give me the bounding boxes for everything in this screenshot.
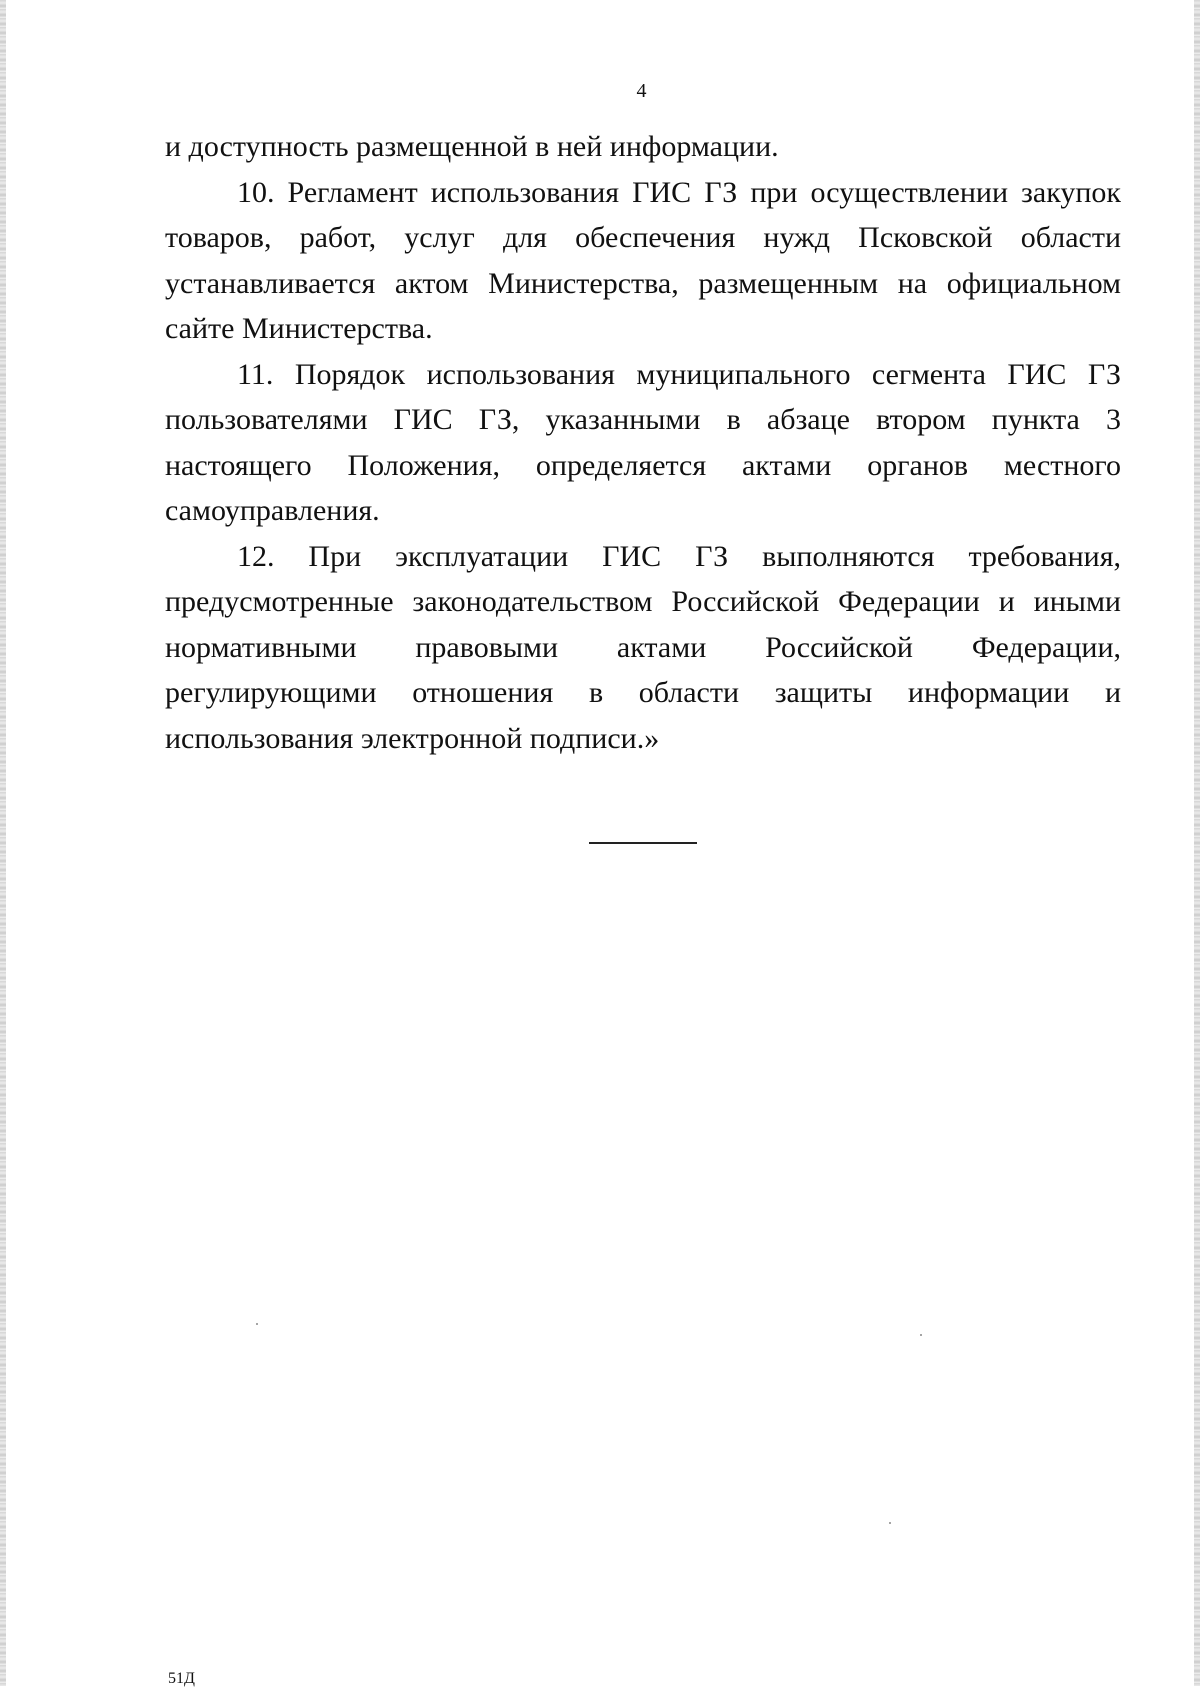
page-number: 4 — [636, 80, 647, 102]
scan-edge-left — [0, 0, 6, 1686]
scan-speck — [889, 1522, 891, 1524]
paragraph-item-11: 11. Порядок использования муниципального сегмента ГИС ГЗ пользователями ГИС ГЗ, указанными в абзаце втором пункта 3 настоящего Положения, определяется актами органов местного самоуправления. — [165, 357, 1121, 527]
paragraph-item-10: 10. Регламент использования ГИС ГЗ при осуществлении закупок товаров, работ, услуг для обеспечения нужд Псковской области устанавливается актом Министерства, размещенным на официальном сайте Министерства. — [165, 175, 1121, 345]
end-of-text-rule — [589, 842, 697, 844]
document-code: 51Д — [168, 1670, 195, 1687]
scan-edge-right — [1194, 0, 1200, 1686]
scan-speck — [920, 1334, 922, 1336]
scan-speck — [256, 1323, 258, 1325]
paragraph-continuation: и доступность размещенной в ней информации. — [165, 130, 779, 163]
paragraph-item-12: 12. При эксплуатации ГИС ГЗ выполняются требования, предусмотренные законодательством Российской Федерации и иными нормативными правовыми актами Российской Федерации, регулирующими отношения в области защиты информации и использования электронной подписи.» — [165, 539, 1121, 755]
body-text — [165, 124, 1121, 761]
